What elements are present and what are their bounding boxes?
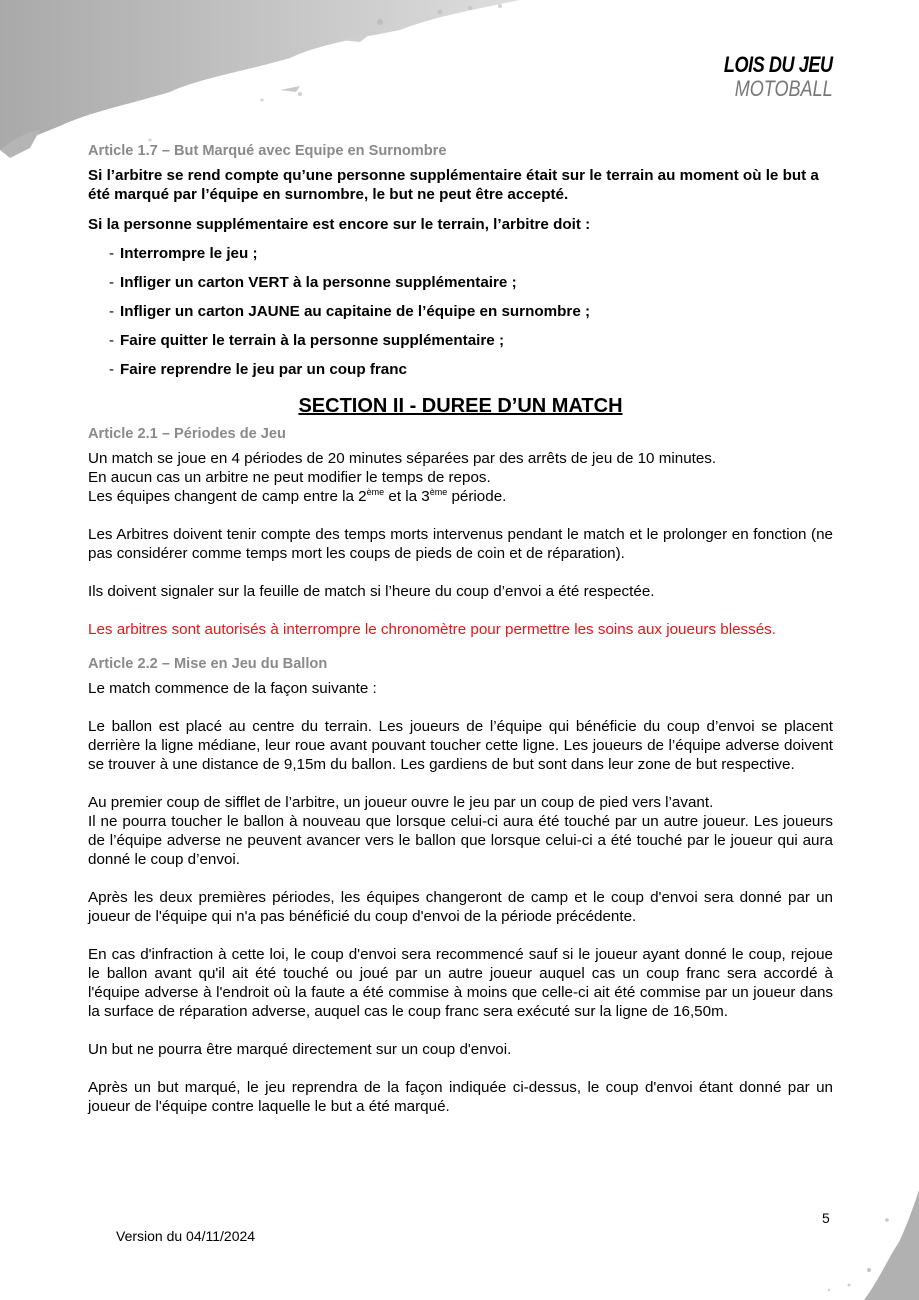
article-2-2-para7: Après un but marqué, le jeu reprendra de la façon indiquée ci-dessus, le coup d'envoi étant donné par un joueur de l'équipe contre laquelle le but a été marqué.: [88, 1079, 833, 1115]
section-title: SECTION II - DUREE D’UN MATCH: [298, 395, 623, 417]
article-2-2-para4: Après les deux premières périodes, les équipes changeront de camp et le coup d'envoi sera donné par un joueur de l'équipe qui n'a pas bénéficié du coup d'envoi de la période précédente.: [88, 889, 833, 925]
article-2-1-para3: Ils doivent signaler sur la feuille de match si l’heure du coup d’envoi a été respectée.: [88, 583, 655, 600]
list-item: - Infliger un carton JAUNE au capitaine de l’équipe en surnombre ;: [88, 302, 833, 321]
article-2-2-para3a: Au premier coup de sifflet de l’arbitre, un joueur ouvre le jeu par un coup de pied vers l’avant.: [88, 794, 714, 811]
page-number: 5: [822, 1210, 830, 1226]
article-2-2-para2: Le ballon est placé au centre du terrain. Les joueurs de l’équipe qui bénéficie du coup d’envoi se placent derrière la ligne médiane, leur roue avant pouvant toucher cette ligne. Les joueurs de l’équipe adverse doivent se trouver à une distance de 9,15m du ballon. Les gardiens de but sont dans leur zone de but respective.: [88, 718, 833, 773]
footer-version: Version du 04/11/2024: [116, 1228, 256, 1244]
article-2-1-line2: En aucun cas un arbitre ne peut modifier le temps de repos.: [88, 469, 491, 486]
referee-actions-list: [88, 244, 833, 379]
list-item: - Interrompre le jeu ;: [88, 244, 833, 263]
article-1-7-para1: Si l’arbitre se rend compte qu’une personne supplémentaire était sur le terrain au moment où le but a été marqué par l’équipe en surnombre, le but ne peut être accepté.: [88, 167, 819, 203]
logo-line2: MOTOBALL: [735, 76, 833, 101]
document-body: [88, 142, 833, 1116]
article-1-7-title: Article 1.7 – But Marqué avec Equipe en Surnombre: [88, 143, 447, 159]
article-2-1-line3: Les équipes changent de camp entre la 2ème et la 3ème période.: [88, 486, 507, 505]
article-2-2-para6: Un but ne pourra être marqué directement sur un coup d'envoi.: [88, 1041, 512, 1058]
article-2-2-para5: En cas d'infraction à cette loi, le coup d'envoi sera recommencé sauf si le joueur ayant donné le coup, rejoue le ballon avant qu'il ait été touché ou joué par un autre joueur auquel cas un coup franc sera accordé à l'équipe adverse à l'endroit où la faute a été commise à moins que celle-ci ait été commise par un joueur dans la surface de réparation adverse, auquel cas le coup franc sera exécuté sur la ligne de 16,50m.: [88, 946, 833, 1020]
logo-line1: LOIS DU JEU: [724, 52, 833, 77]
list-item: - Faire reprendre le jeu par un coup franc: [88, 360, 833, 379]
article-1-7-para2: Si la personne supplémentaire est encore sur le terrain, l’arbitre doit :: [88, 216, 591, 233]
article-2-2-para1: Le match commence de la façon suivante :: [88, 680, 377, 697]
article-2-2-para3b: Il ne pourra toucher le ballon à nouveau que lorsque celui-ci aura été touché par un autre joueur. Les joueurs de l’équipe adverse ne peuvent avancer vers le ballon que lorsque celui-ci a été touché par le joueur qui aura donné le coup d’envoi.: [88, 813, 833, 868]
article-2-1-red-note: Les arbitres sont autorisés à interrompre le chronomètre pour permettre les soins aux joueurs blessés.: [88, 621, 776, 638]
article-2-1-para2: Les Arbitres doivent tenir compte des temps morts intervenus pendant le match et le prolonger en fonction (ne pas considérer comme temps mort les coups de pieds de coin et de réparation).: [88, 526, 833, 562]
article-2-1-title: Article 2.1 – Périodes de Jeu: [88, 426, 286, 442]
list-item: - Infliger un carton VERT à la personne supplémentaire ;: [88, 273, 833, 292]
list-item: - Faire quitter le terrain à la personne supplémentaire ;: [88, 331, 833, 350]
article-2-2-title: Article 2.2 – Mise en Jeu du Ballon: [88, 656, 328, 672]
brand-logo: [700, 54, 833, 100]
grunge-decoration-bottom: [769, 1190, 919, 1300]
article-2-1-line1: Un match se joue en 4 périodes de 20 minutes séparées par des arrêts de jeu de 10 minutes.: [88, 450, 717, 467]
